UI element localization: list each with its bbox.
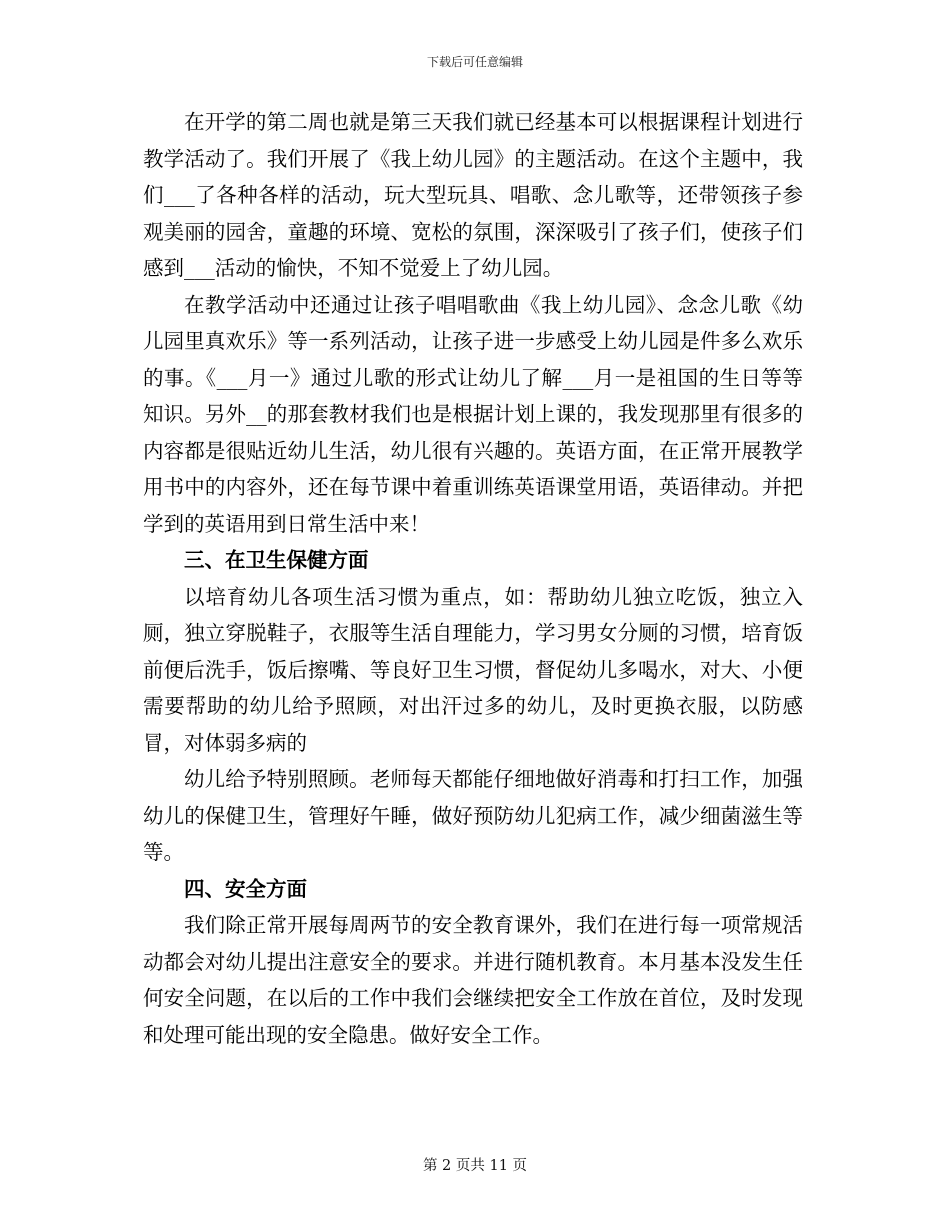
paragraph-safety: 我们除正常开展每周两节的安全教育课外，我们在进行每一项常规活动都会对幼儿提出注意安全的要求。并进行随机教育。本月基本没发生任何安全问题，在以后的工作中我们会继续把安全工作放在首位，及时发现和处理可能出现的安全隐患。做好安全工作。 bbox=[143, 913, 803, 1047]
header-note: 下载后可任意编辑 bbox=[426, 55, 523, 69]
paragraph-health-care: 幼儿给予特别照顾。老师每天都能仔细地做好消毒和打扫工作，加强幼儿的保健卫生，管理好午睡，做好预防幼儿犯病工作，减少细菌滋生等等。 bbox=[143, 767, 803, 864]
paragraph-teaching-activities: 在教学活动中还通过让孩子唱唱歌曲《我上幼儿园》、念念儿歌《幼儿园里真欢乐》等一系列活动，让孩子进一步感受上幼儿园是件多么欢乐的事。《___月一》通过儿歌的形式让幼儿了解___月一是祖国的生日等等知识。另外__的那套教材我们也是根据计划上课的，我发现那里有很多的内容都是很贴近幼儿生活，幼儿很有兴趣的。英语方面，在正常开展教学用书中的内容外，还在每节课中着重训练英语课堂用语，英语律动。并把学到的英语用到日常生活中来！ bbox=[143, 292, 803, 536]
document-body bbox=[143, 104, 803, 1053]
section-heading-safety: 四、安全方面 bbox=[184, 876, 307, 901]
paragraph-health-habits: 以培育幼儿各项生活习惯为重点，如：帮助幼儿独立吃饭，独立入厕，独立穿脱鞋子，衣服等生活自理能力，学习男女分厕的习惯，培育饭前便后洗手，饭后擦嘴、等良好卫生习惯，督促幼儿多喝水，对大、小便需要帮助的幼儿给予照顾，对出汗过多的幼儿，及时更换衣服，以防感冒，对体弱多病的 bbox=[143, 584, 803, 755]
page-number: 第 2 页共 11 页 bbox=[422, 1158, 528, 1174]
section-heading-health: 三、在卫生保健方面 bbox=[184, 548, 369, 572]
paragraph-theme-activity: 在开学的第二周也就是第三天我们就已经基本可以根据课程计划进行教学活动了。我们开展了《我上幼儿园》的主题活动。在这个主题中，我们___了各种各样的活动，玩大型玩具、唱歌、念儿歌等，还带领孩子参观美丽的园舍，童趣的环境、宽松的氛围，深深吸引了孩子们，使孩子们感到___活动的愉快，不知不觉爱上了幼儿园。 bbox=[143, 110, 803, 280]
